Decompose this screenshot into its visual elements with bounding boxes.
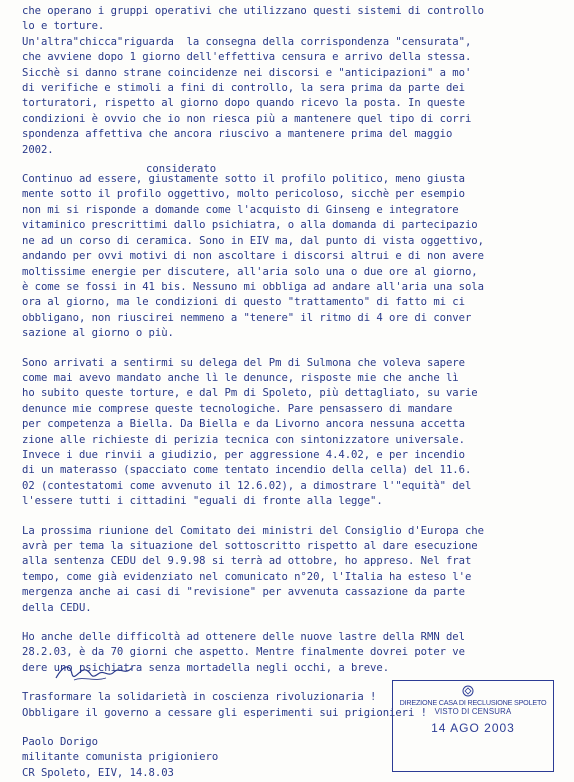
text-line: Invece i due rinvii a giudizio, per aggressione 4.4.02, e per incendio — [22, 448, 465, 461]
text-line: moltissime energie per discutere, all'aria solo una o due ore al giorno, — [22, 265, 478, 278]
paragraph-3 — [22, 172, 567, 341]
paragraph-gap — [22, 342, 567, 356]
text-line: La prossima riunione del Comitato dei ministri del Consiglio d'Europa che — [22, 524, 484, 537]
text-line: di verifiche e stimoli a fini di controllo, la sera prima da parte dei — [22, 82, 465, 95]
paragraph-gap — [22, 158, 567, 172]
signer-name: Paolo Dorigo — [22, 736, 98, 749]
stamp-authority: DIREZIONE CASA DI RECLUSIONE SPOLETO — [399, 698, 547, 707]
text-line: tempo, come già evidenziato nel comunicato n°20, l'Italia ha esteso l'e — [22, 570, 472, 583]
text-line: zione alle richieste di perizia tecnica con sintonizzatore universale. — [22, 433, 465, 446]
censorship-stamp — [392, 680, 554, 772]
seal-icon — [461, 685, 475, 697]
text-line: torturatori, rispetto al giorno dopo quando ricevo la posta. In queste — [22, 97, 465, 110]
text-line: condizioni è ovvio che io non riesca più a mantenere quel tipo di corri — [22, 112, 472, 125]
text-line: che operano i gruppi operativi che utilizzano questi sistemi di controllo — [22, 5, 484, 17]
text-line: 02 (contestatomi come avvenuto il 12.6.02), a dimostrare l'"equità" del — [22, 479, 472, 492]
text-line: denunce mie comprese queste tecnologiche. Pare pensassero di mandare — [22, 402, 453, 415]
text-line: mente sotto il profilo oggettivo, molto pericoloso, sicchè per esempio — [22, 188, 465, 201]
text-line: Un'altra"chicca"riguarda la consegna della corrispondenza "censurata", — [22, 35, 472, 48]
text-line: andando per ovvi motivi di non ascoltare i discorsi altrui e di non avere — [22, 250, 484, 263]
paragraph-5 — [22, 524, 567, 616]
text-line: mergenza anche ai casi di "revisione" per avvenuta cassazione da parte — [22, 586, 465, 599]
text-line: Trasformare la solidarietà in coscienza rivoluzionaria ! — [22, 691, 377, 704]
text-line: Continuo ad essere, giustamente sotto il profilo politico, meno giusta — [22, 173, 465, 186]
text-line: l'essere tutti i cittadini "eguali di fronte alla legge". — [22, 495, 383, 508]
text-line: non mi si risponde a domande come l'acquisto di Ginseng e integratore — [22, 203, 459, 216]
text-line: Sicchè si danno strane coincidenze nei discorsi e "anticipazioni" a mo' — [22, 66, 472, 79]
signer-title: militante comunista prigioniero — [22, 751, 219, 764]
text-line: ne ad un corso di ceramica. Sono in EIV ma, dal punto di vista oggettivo, — [22, 234, 484, 247]
signer-place-date: CR Spoleto, EIV, 14.8.03 — [22, 766, 174, 779]
text-line: è come se fossi in 41 bis. Nessuno mi obbliga ad andare all'aria una sola — [22, 280, 484, 293]
text-line: ora al giorno, ma le condizioni di questo "trattamento" di fatto mi ci — [22, 296, 465, 309]
text-line: che avviene dopo 1 giorno dell'effettiva censura e arrivo della stessa. — [22, 51, 472, 64]
stamp-date: 14 AGO 2003 — [431, 721, 515, 735]
text-line: obbligano, non riuscirei nemmeno a "tenere" il ritmo di 4 ore di conver — [22, 311, 472, 324]
correction-annotation: considerato — [146, 163, 217, 175]
stamp-title: VISTO DI CENSURA — [434, 707, 512, 716]
text-line: dere uno psichiatra senza mortadella negli occhi, a breve. — [22, 661, 390, 674]
text-line: lo e torture. — [22, 20, 105, 33]
text-line: per competenza a Biella. Da Biella e da Livorno ancora nessuna accetta — [22, 418, 465, 431]
text-line: vitaminico prescrittimi dallo psichiatra, o alla domanda di partecipazio — [22, 219, 478, 232]
paragraph-1 — [22, 4, 567, 35]
text-line: Sono arrivati a sentirmi su delega del Pm di Sulmona che voleva sapere — [22, 356, 465, 369]
text-line: sazione al giorno o più. — [22, 327, 174, 340]
text-line: ho subito queste torture, e dal Pm di Spoleto, più dettagliato, su varie — [22, 387, 478, 400]
paragraph-gap — [22, 616, 567, 630]
text-line: alla sentenza CEDU del 9.9.98 si terrà ad ottobre, ho appreso. Nel frat — [22, 555, 472, 568]
paragraph-gap — [22, 510, 567, 524]
paragraph-2 — [22, 35, 567, 158]
text-line: spondenza affettiva che ancora riuscivo a mantenere prima del maggio — [22, 128, 453, 141]
text-line: come mai avevo mandato anche lì le denunce, risposte mie che anche lì — [22, 371, 459, 384]
text-line: di un materasso (spacciato come tentato incendio della cella) del 11.6. — [22, 464, 472, 477]
text-line: avrà per tema la situazione del sottoscritto rispetto al dare esecuzione — [22, 540, 478, 552]
text-line: Ho anche delle difficoltà ad ottenere delle nuove lastre della RMN del — [22, 631, 465, 644]
text-line: 28.2.03, è da 70 giorni che aspetto. Mentre finalmente dovrei poter ve — [22, 646, 465, 659]
text-line: della CEDU. — [22, 601, 92, 614]
text-line: 2002. — [22, 143, 54, 156]
handwritten-signature — [54, 660, 134, 686]
text-line: Obbligare il governo a cessare gli esperimenti sui prigionieri ! — [22, 706, 427, 719]
paragraph-4 — [22, 356, 567, 510]
